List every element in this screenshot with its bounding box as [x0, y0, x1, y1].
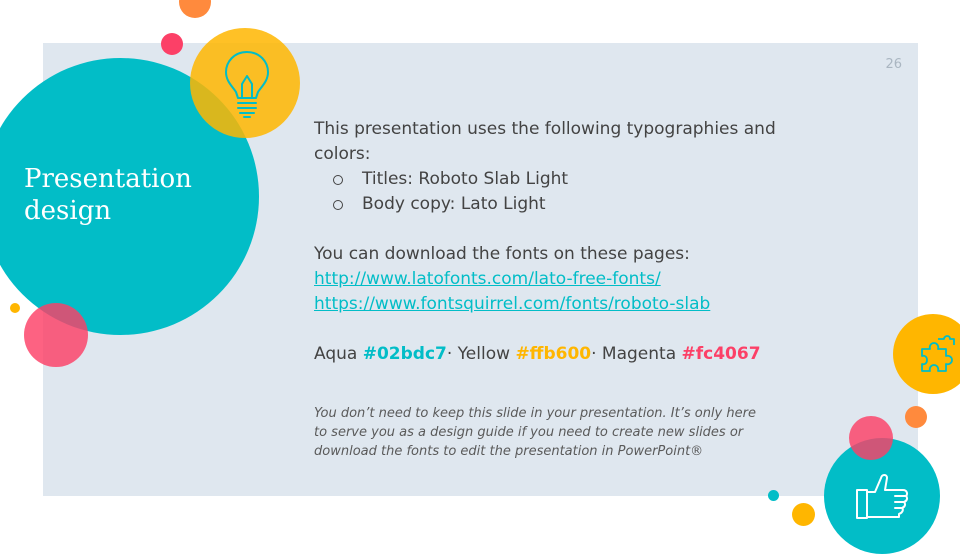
list-item: Body copy: Lato Light — [330, 192, 834, 217]
yellow-label: · Yellow — [446, 344, 516, 364]
color-palette — [314, 342, 834, 367]
roboto-slab-link[interactable]: https://www.fontsquirrel.com/fonts/roboto-slab — [314, 294, 711, 314]
orange-dot-right — [905, 406, 927, 428]
aqua-dot-bottom — [768, 490, 779, 501]
lato-font-link[interactable]: http://www.latofonts.com/lato-free-fonts/ — [314, 269, 661, 289]
puzzle-icon — [916, 335, 956, 375]
design-guide-note: You don’t need to keep this slide in your presentation. It’s only here to serve you as a design guide if you need to create new slides or download the fonts to edit the presentation in PowerPoint® — [314, 406, 756, 459]
download-text: You can download the fonts on these pages: — [314, 244, 690, 264]
list-item: Titles: Roboto Slab Light — [330, 167, 834, 192]
font-list — [314, 167, 834, 217]
magenta-circle-left — [24, 303, 88, 367]
magenta-hex: #fc4067 — [681, 344, 761, 364]
magenta-dot-top — [161, 33, 183, 55]
yellow-dot-left — [10, 303, 20, 313]
magenta-label: · Magenta — [591, 344, 682, 364]
magenta-circle-right — [849, 416, 893, 460]
orange-circle-top — [179, 0, 211, 18]
yellow-dot-bottom — [792, 503, 815, 526]
thumbs-up-icon — [855, 470, 911, 522]
intro-text: This presentation uses the following typographies and colors: — [314, 119, 776, 164]
slide-title: Presentation design — [24, 164, 192, 226]
page-number: 26 — [885, 57, 902, 72]
body-copy — [314, 117, 834, 367]
aqua-label: Aqua — [314, 344, 363, 364]
aqua-hex: #02bdc7 — [362, 344, 447, 364]
lightbulb-icon — [222, 48, 272, 120]
yellow-hex: #ffb600 — [515, 344, 592, 364]
